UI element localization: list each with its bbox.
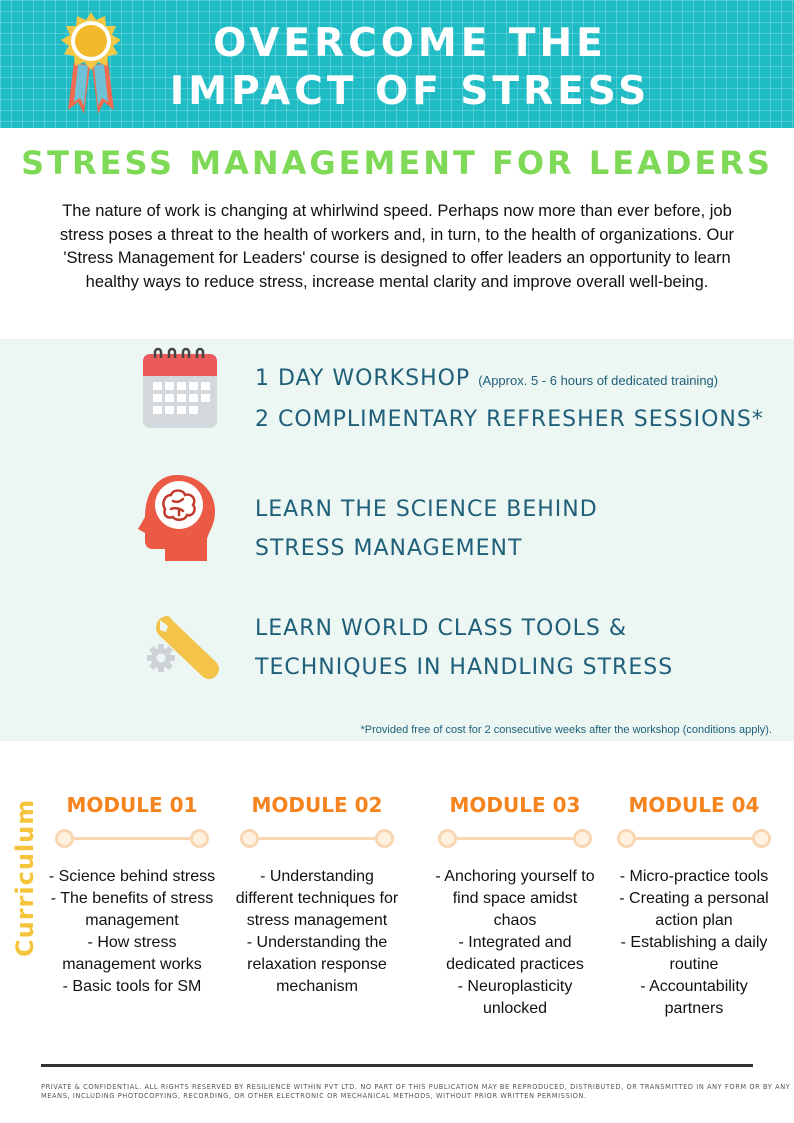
module-item: - Establishing a daily routine bbox=[620, 934, 768, 973]
science-line2: STRESS MANAGEMENT bbox=[255, 536, 523, 561]
course-title: STRESS MANAGEMENT FOR LEADERS bbox=[21, 144, 773, 182]
module-02 bbox=[232, 790, 402, 998]
module-item: - Understanding different techniques for stress management bbox=[235, 868, 399, 929]
module-04 bbox=[609, 790, 779, 1020]
science-feature bbox=[255, 490, 598, 568]
module-item: - Micro-practice tools bbox=[619, 868, 769, 885]
module-item: - Accountability partners bbox=[640, 978, 748, 1017]
workshop-line2: 2 COMPLIMENTARY REFRESHER SESSIONS* bbox=[255, 407, 764, 432]
workshop-line1: 1 DAY WORKSHOP bbox=[255, 366, 471, 391]
module-timeline bbox=[55, 826, 209, 852]
module-item: - The benefits of stress management bbox=[50, 890, 214, 929]
module-item: - Anchoring yourself to find space amidst chaos bbox=[435, 868, 595, 929]
module-timeline bbox=[438, 826, 592, 852]
brain-head-icon bbox=[137, 473, 217, 561]
module-item: - Understanding the relaxation response mechanism bbox=[246, 934, 388, 995]
module-item: - Neuroplasticity unlocked bbox=[457, 978, 573, 1017]
footer-divider bbox=[41, 1064, 753, 1067]
module-title: MODULE 03 bbox=[449, 793, 581, 817]
module-item: - Science behind stress bbox=[48, 868, 216, 885]
award-ribbon-icon bbox=[54, 10, 128, 118]
intro-paragraph: The nature of work is changing at whirlwind speed. Perhaps now more than ever before, job stress poses a threat to the health of workers and, in turn, to the health of organizations. Our 'Stress Management for Leaders' course is designed to offer leaders an opportunity to learn healthy ways to reduce stress, increase mental clarity and improve overall well-being. bbox=[59, 202, 735, 291]
module-item: - How stress management works bbox=[62, 934, 202, 973]
header-title-line1: OVERCOME THE bbox=[213, 21, 607, 66]
tools-line1: LEARN WORLD CLASS TOOLS & bbox=[255, 616, 628, 641]
module-title: MODULE 01 bbox=[66, 793, 198, 817]
module-timeline bbox=[240, 826, 394, 852]
header-title-line2: IMPACT OF STRESS bbox=[169, 69, 651, 114]
workshop-feature bbox=[255, 359, 764, 439]
legal-notice: PRIVATE & CONFIDENTIAL. ALL RIGHTS RESERVED BY RESILIENCE WITHIN PVT LTD. NO PART OF THIS PUBLICATION MAY BE REPRODUCED, DISTRIBUTED, OR TRANSMITTED IN ANY FORM OR BY ANY MEANS, INCLUDING PHOTOCOPYING, RECORDING, OR OTHER ELECTRONIC OR MECHANICAL METHODS, WITHOUT PRIOR WRITTEN PERMISSION. bbox=[41, 1083, 791, 1100]
tools-feature bbox=[255, 609, 673, 687]
science-line1: LEARN THE SCIENCE BEHIND bbox=[255, 497, 598, 522]
wrench-gear-icon bbox=[146, 614, 220, 680]
module-item: - Integrated and dedicated practices bbox=[446, 934, 584, 973]
header-banner bbox=[0, 0, 794, 128]
footnote: *Provided free of cost for 2 consecutive weeks after the workshop (conditions apply). bbox=[360, 724, 772, 736]
curriculum-label: Curriculum bbox=[11, 798, 39, 957]
module-01 bbox=[47, 790, 217, 998]
module-item: - Creating a personal action plan bbox=[619, 890, 769, 929]
features-panel bbox=[0, 339, 794, 741]
module-title: MODULE 04 bbox=[628, 793, 760, 817]
module-item: - Basic tools for SM bbox=[62, 978, 202, 995]
calendar-icon bbox=[143, 346, 217, 428]
module-title: MODULE 02 bbox=[251, 793, 383, 817]
workshop-note: (Approx. 5 - 6 hours of dedicated training) bbox=[478, 373, 719, 388]
tools-line2: TECHNIQUES IN HANDLING STRESS bbox=[255, 655, 674, 680]
module-timeline bbox=[617, 826, 771, 852]
module-03 bbox=[430, 790, 600, 1020]
